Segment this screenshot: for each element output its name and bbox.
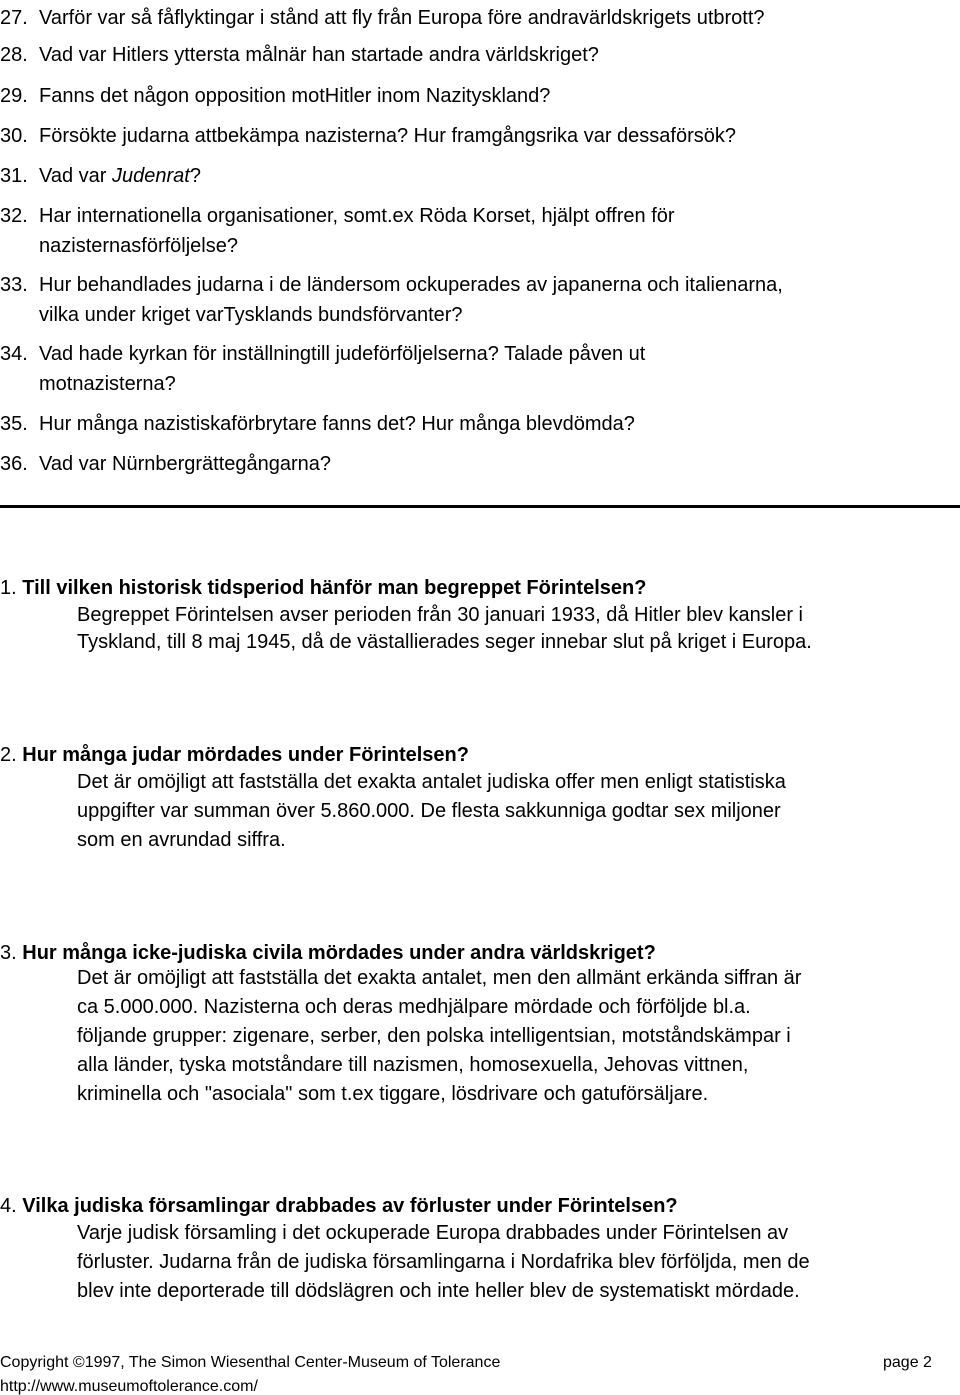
answer-question: Vilka judiska församlingar drabbades av förluster under Förintelsen?: [22, 1195, 678, 1217]
answer-line: kriminella och "asociala" som t.ex tiggare, lösdrivare och gatuförsäljare.: [77, 1083, 709, 1105]
footer-copyright: Copyright ©1997, The Simon Wiesenthal Center-Museum of Tolerance: [0, 1354, 501, 1371]
question-text: Vad hade kyrkan för inställningtill judeförföljelserna? Talade påven ut: [39, 343, 646, 365]
question-number: 28.: [0, 44, 28, 66]
answer-line: Det är omöjligt att fastställa det exakta antalet judiska offer men enligt statistiska: [77, 771, 786, 793]
answer-heading: [0, 942, 656, 965]
answer-number: 4.: [0, 1195, 17, 1217]
answer-line: följande grupper: zigenare, serber, den polska intelligentsian, motståndskämpar i: [77, 1025, 791, 1047]
question-number: 27.: [0, 7, 28, 29]
page-number: page 2: [883, 1354, 932, 1371]
answer-number: 3.: [0, 942, 17, 964]
question-text-continued: motnazisterna?: [39, 373, 176, 395]
question-text: Fanns det någon opposition motHitler inom Nazityskland?: [39, 85, 551, 107]
question-number: 36.: [0, 453, 28, 475]
question-text: Vad var Nürnbergrättegångarna?: [39, 453, 332, 475]
question-text: Hur många nazistiskaförbrytare fanns det? Hur många blevdömda?: [39, 413, 635, 435]
question-number: 30.: [0, 125, 28, 147]
answer-heading: [0, 1195, 678, 1218]
answer-line: som en avrundad siffra.: [77, 829, 286, 851]
question-number: 35.: [0, 413, 28, 435]
question-text: Varför var så fåflyktingar i stånd att fly från Europa före andravärldskrigets utbrott?: [39, 7, 765, 29]
question-number: 31.: [0, 165, 28, 187]
answer-line: alla länder, tyska motståndare till nazismen, homosexuella, Jehovas vittnen,: [77, 1054, 749, 1076]
question-text: Försökte judarna attbekämpa nazisterna? Hur framgångsrika var dessaförsök?: [39, 125, 737, 147]
answer-number: 1.: [0, 577, 17, 599]
question-text: Hur behandlades judarna i de ländersom ockuperades av japanerna och italienarna,: [39, 274, 783, 296]
question-text: Vad var Hitlers yttersta målnär han startade andra världskriget?: [39, 44, 599, 66]
answer-number: 2.: [0, 744, 17, 766]
question-text-italic: Judenrat: [112, 165, 190, 187]
question-number: 34.: [0, 343, 28, 365]
answer-line: förluster. Judarna från de judiska församlingarna i Nordafrika blev förföljda, men de: [77, 1251, 810, 1273]
question-text: Har internationella organisationer, somt.ex Röda Korset, hjälpt offren för: [39, 205, 675, 227]
answer-line: blev inte deporterade till dödslägren och inte heller blev de systematiskt mördade.: [77, 1280, 800, 1302]
answer-question: Hur många icke-judiska civila mördades under andra världskriget?: [22, 942, 656, 964]
question-number: 32.: [0, 205, 28, 227]
answer-line: ca 5.000.000. Nazisterna och deras medhjälpare mördade och förföljde bl.a.: [77, 996, 751, 1018]
answer-line: Det är omöjligt att fastställa det exakta antalet, men den allmänt erkända siffran är: [77, 967, 802, 989]
answer-line: uppgifter var summan över 5.860.000. De flesta sakkunniga godtar sex miljoner: [77, 800, 781, 822]
question-text-tail: ?: [189, 165, 201, 187]
answer-heading: [0, 744, 469, 767]
question-number: 29.: [0, 85, 28, 107]
question-number: 33.: [0, 274, 28, 296]
answer-line: Tyskland, till 8 maj 1945, då de västallierades seger innebar slut på kriget i Europa.: [77, 631, 812, 653]
question-text-continued: nazisternasförföljelse?: [39, 235, 238, 257]
question-text-lead: Vad var: [39, 165, 112, 187]
question-text-continued: vilka under kriget varTysklands bundsförvanter?: [39, 304, 463, 326]
answer-question: Till vilken historisk tidsperiod hänför man begreppet Förintelsen?: [22, 577, 647, 599]
answer-heading: [0, 577, 646, 600]
section-divider: [0, 505, 960, 508]
footer-url[interactable]: http://www.museumoftolerance.com/: [0, 1378, 258, 1395]
answer-question: Hur många judar mördades under Förintelsen?: [22, 744, 469, 766]
question-text: [39, 162, 201, 190]
answer-line: Begreppet Förintelsen avser perioden från 30 januari 1933, då Hitler blev kansler i: [77, 604, 803, 626]
answer-line: Varje judisk församling i det ockuperade Europa drabbades under Förintelsen av: [77, 1222, 789, 1244]
